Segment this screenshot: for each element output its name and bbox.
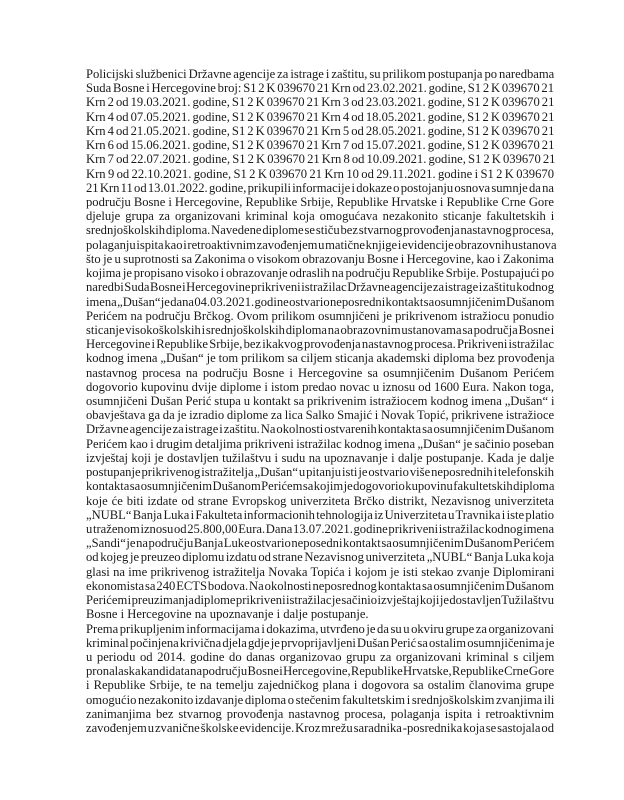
- text-line: zanimanjima bez stvarnog provođenja nastavnog procesa, polaganja ispita i retroaktivnim: [86, 706, 554, 721]
- text-line: zavođenjem u zvanične školske evidencije. Kroz mrežu saradnika -posrednika koja se sastojala od: [86, 721, 554, 736]
- text-line: Bosne i Hercegovine na upoznavanje i dalje postupanje.: [86, 607, 369, 622]
- text-line: Hercegovine i Republike Srbije, bez ikakvog provođenja nastavnog procesa. Prikriveni istražilac: [86, 337, 554, 352]
- text-line: kriminal počinjena krivična djela gdje je prvoprijavljeni Dušan Perić sa ostalim osumnjičenima je: [86, 635, 555, 650]
- text-line: sticanje visokoškolskih i srednjoškolskih diploma na obrazovnim ustanovama sa područja Bosne i: [86, 322, 555, 337]
- text-line: Krn 9 od 22.10.2021. godine, S1 2 K 039670 21 Krn 10 od 29.11.2021. godine i S1 2 K 039670: [86, 166, 554, 181]
- text-line: „Sandi“ je na području Banja Luke ostvario neposedni kontakt sa osumnjičenim Dušanom Perićem: [86, 536, 555, 551]
- text-line: Perićem kao i drugim detaljima prikriveni istražilac kodnog imena „Dušan“ je sačinio poseban: [86, 436, 555, 451]
- text-line: području Bosne i Hercegovine, Republike Srbije, Republike Hrvatske i Republike Crne Gore: [86, 194, 555, 209]
- text-line: Krn 6 od 15.06.2021. godine, S1 2 K 039670 21 Krn 7 od 15.07.2021. godine, S1 2 K 039670 21: [86, 138, 555, 153]
- text-line: što je u suprotnosti sa Zakonima o visokom obrazovanju Bosne i Hercegovine, kao i Zakonima: [86, 251, 554, 266]
- text-line: Perićem na području Brčkog. Ovom prilikom osumnjičeni je prikrivenom istražiocu ponudio: [86, 308, 554, 323]
- text-line: naredbi Suda Bosne i Hercegovine prikriveni istražilac Državne agencije za istrage i zaštitu kodnog: [86, 280, 554, 295]
- text-line: omogućio nezakonito izdavanje diploma o stečenim fakultetskim i srednjoškolskim zvanjima ili: [86, 692, 555, 707]
- text-line: osumnjičeni Dušan Perić stupa u kontakt sa prikrivenim istražiocem kodnog imena „Dušan“ i: [86, 394, 555, 409]
- text-line: „NUBL“ Banja Luka i Fakulteta informacionih tehnologija iz Univerziteta u Travnika i iste platio: [86, 507, 555, 522]
- text-line: obavještava ga da je izradio diplome za lica Salko Smajić i Novak Topić, prikrivene istražioce: [86, 408, 555, 423]
- text-line: Krn 4 od 21.05.2021. godine, S1 2 K 039670 21 Krn 5 od 28.05.2021. godine, S1 2 K 039670 21: [86, 123, 555, 138]
- text-line: od kojeg je preuzeo diplomu izdatu od strane Nezavisnog univerziteta „NUBL“ Banja Luka koja: [86, 550, 555, 565]
- text-line: Krn 2 od 19.03.2021. godine, S1 2 K 039670 21 Krn 3 od 23.03.2021. godine, S1 2 K 039670 21: [86, 95, 555, 110]
- text-line: dogovorio kupovinu dvije diplome i istom predao novac u iznosu od 1600 Eura. Nakon toga,: [86, 379, 554, 394]
- text-line: kodnog imena „Dušan“ je tom prilikom sa ciljem sticanja akademski diploma bez provođenja: [86, 351, 555, 366]
- text-line: pronalaska kandidata na području Bosne i Hercegovine, Republike Hrvatske, Republike Crne Gore: [86, 664, 555, 679]
- text-line: u periodu od 2014. godine do danas organizovao grupu za organizovani kriminal s ciljem: [86, 649, 555, 664]
- text-line: imena „Dušan“ je dana 04.03.2021. godine ostvario neposredni kontakt sa osumnjičenim Dušanom: [86, 294, 555, 309]
- text-line: kontakta sa osumnjičenim Dušanom Perićem sa kojim je dogovorio kupovinu fakultetskih diploma: [86, 479, 555, 494]
- text-line: postupanje prikrivenog istražitelja „Dušan“ u pitanju isti je ostvario više neposrednih i telefonskih: [86, 465, 554, 480]
- text-line: Perićem i preuzimanja diplome prikriveni istražilac je sačinio izvještaj koji je dostavljen Tužilaštvu: [86, 593, 554, 608]
- text-line: i Republike Srbije, te na temelju zajedničkog plana i dogovora sa ostalim članovima grupe: [86, 678, 555, 693]
- text-line: ekonomista sa 240 ECTS bodova. Na okolnosti neposrednog kontakta sa osumnjičenim Dušanom: [86, 578, 554, 593]
- text-line: koje će biti izdate od strane Evropskog univerziteta Brčko distrikt, Nezavisnog univerziteta: [86, 493, 554, 508]
- text-line: Krn 7 od 22.07.2021. godine, S1 2 K 039670 21 Krn 8 od 10.09.2021. godine, S1 2 K 039670 21: [86, 152, 556, 167]
- text-line: Prema prikupljenim informacijama i dokazima, utvrđeno je da su u okviru grupe za organizovani: [86, 621, 554, 636]
- text-line: 21 Krn 11 od 13.01.2022. godine, prikupili informacije i dokaze o postojanju osnova sumnje da na: [86, 180, 554, 195]
- text-line: nastavnog procesa na području Bosne i Hercegovine sa osumnjičenim Dušanom Perićem: [86, 365, 555, 380]
- text-line: kojima je propisano visoko i obrazovanje odraslih na području Republike Srbije. Postupajući po: [86, 266, 554, 281]
- text-line: djeluje grupa za organizovani kriminal koja omogućava nezakonito sticanje fakultetskih i: [86, 209, 555, 224]
- text-line: polaganju ispita kao i retroaktivnim zavođenjem u matične knjige i evidencije obrazovnih ustanova: [86, 237, 557, 252]
- text-line: u traženom iznosu od 25.800,00 Eura. Dana 13.07.2021. godine prikriveni istražilac kodnog imena: [86, 522, 555, 536]
- text-line: srednjoškolskih diploma. Navedene diplome se stiču bez stvarnog provođenja nastavnog procesa,: [86, 223, 555, 238]
- text-line: izvještaj koji je dostavljen tužilaštvu i sudu na upoznavanje i dalje postupanje. Kada je dalje: [86, 450, 555, 465]
- document-page: [86, 67, 557, 736]
- text-line: Državne agencije za istrage i zaštitu. Na okolnosti ostvarenih kontakta sa osumnjičenim Dušanom: [86, 422, 555, 437]
- text-line: Suda Bosne i Hercegovine broj: S1 2 K 039670 21 Krn od 23.02.2021. godine, S1 2 K 039670 21: [86, 81, 554, 96]
- text-line: Policijski službenici Državne agencije za istrage i zaštitu, su prilikom postupanja po naredbama: [86, 67, 555, 81]
- text-line: glasi na ime prikrivenog istražitelja Novaka Topića i kojom je isti stekao zvanje Diplomirani: [86, 564, 555, 579]
- text-line: Krn 4 od 07.05.2021. godine, S1 2 K 039670 21 Krn 4 od 18.05.2021. godine, S1 2 K 039670 21: [86, 109, 555, 124]
